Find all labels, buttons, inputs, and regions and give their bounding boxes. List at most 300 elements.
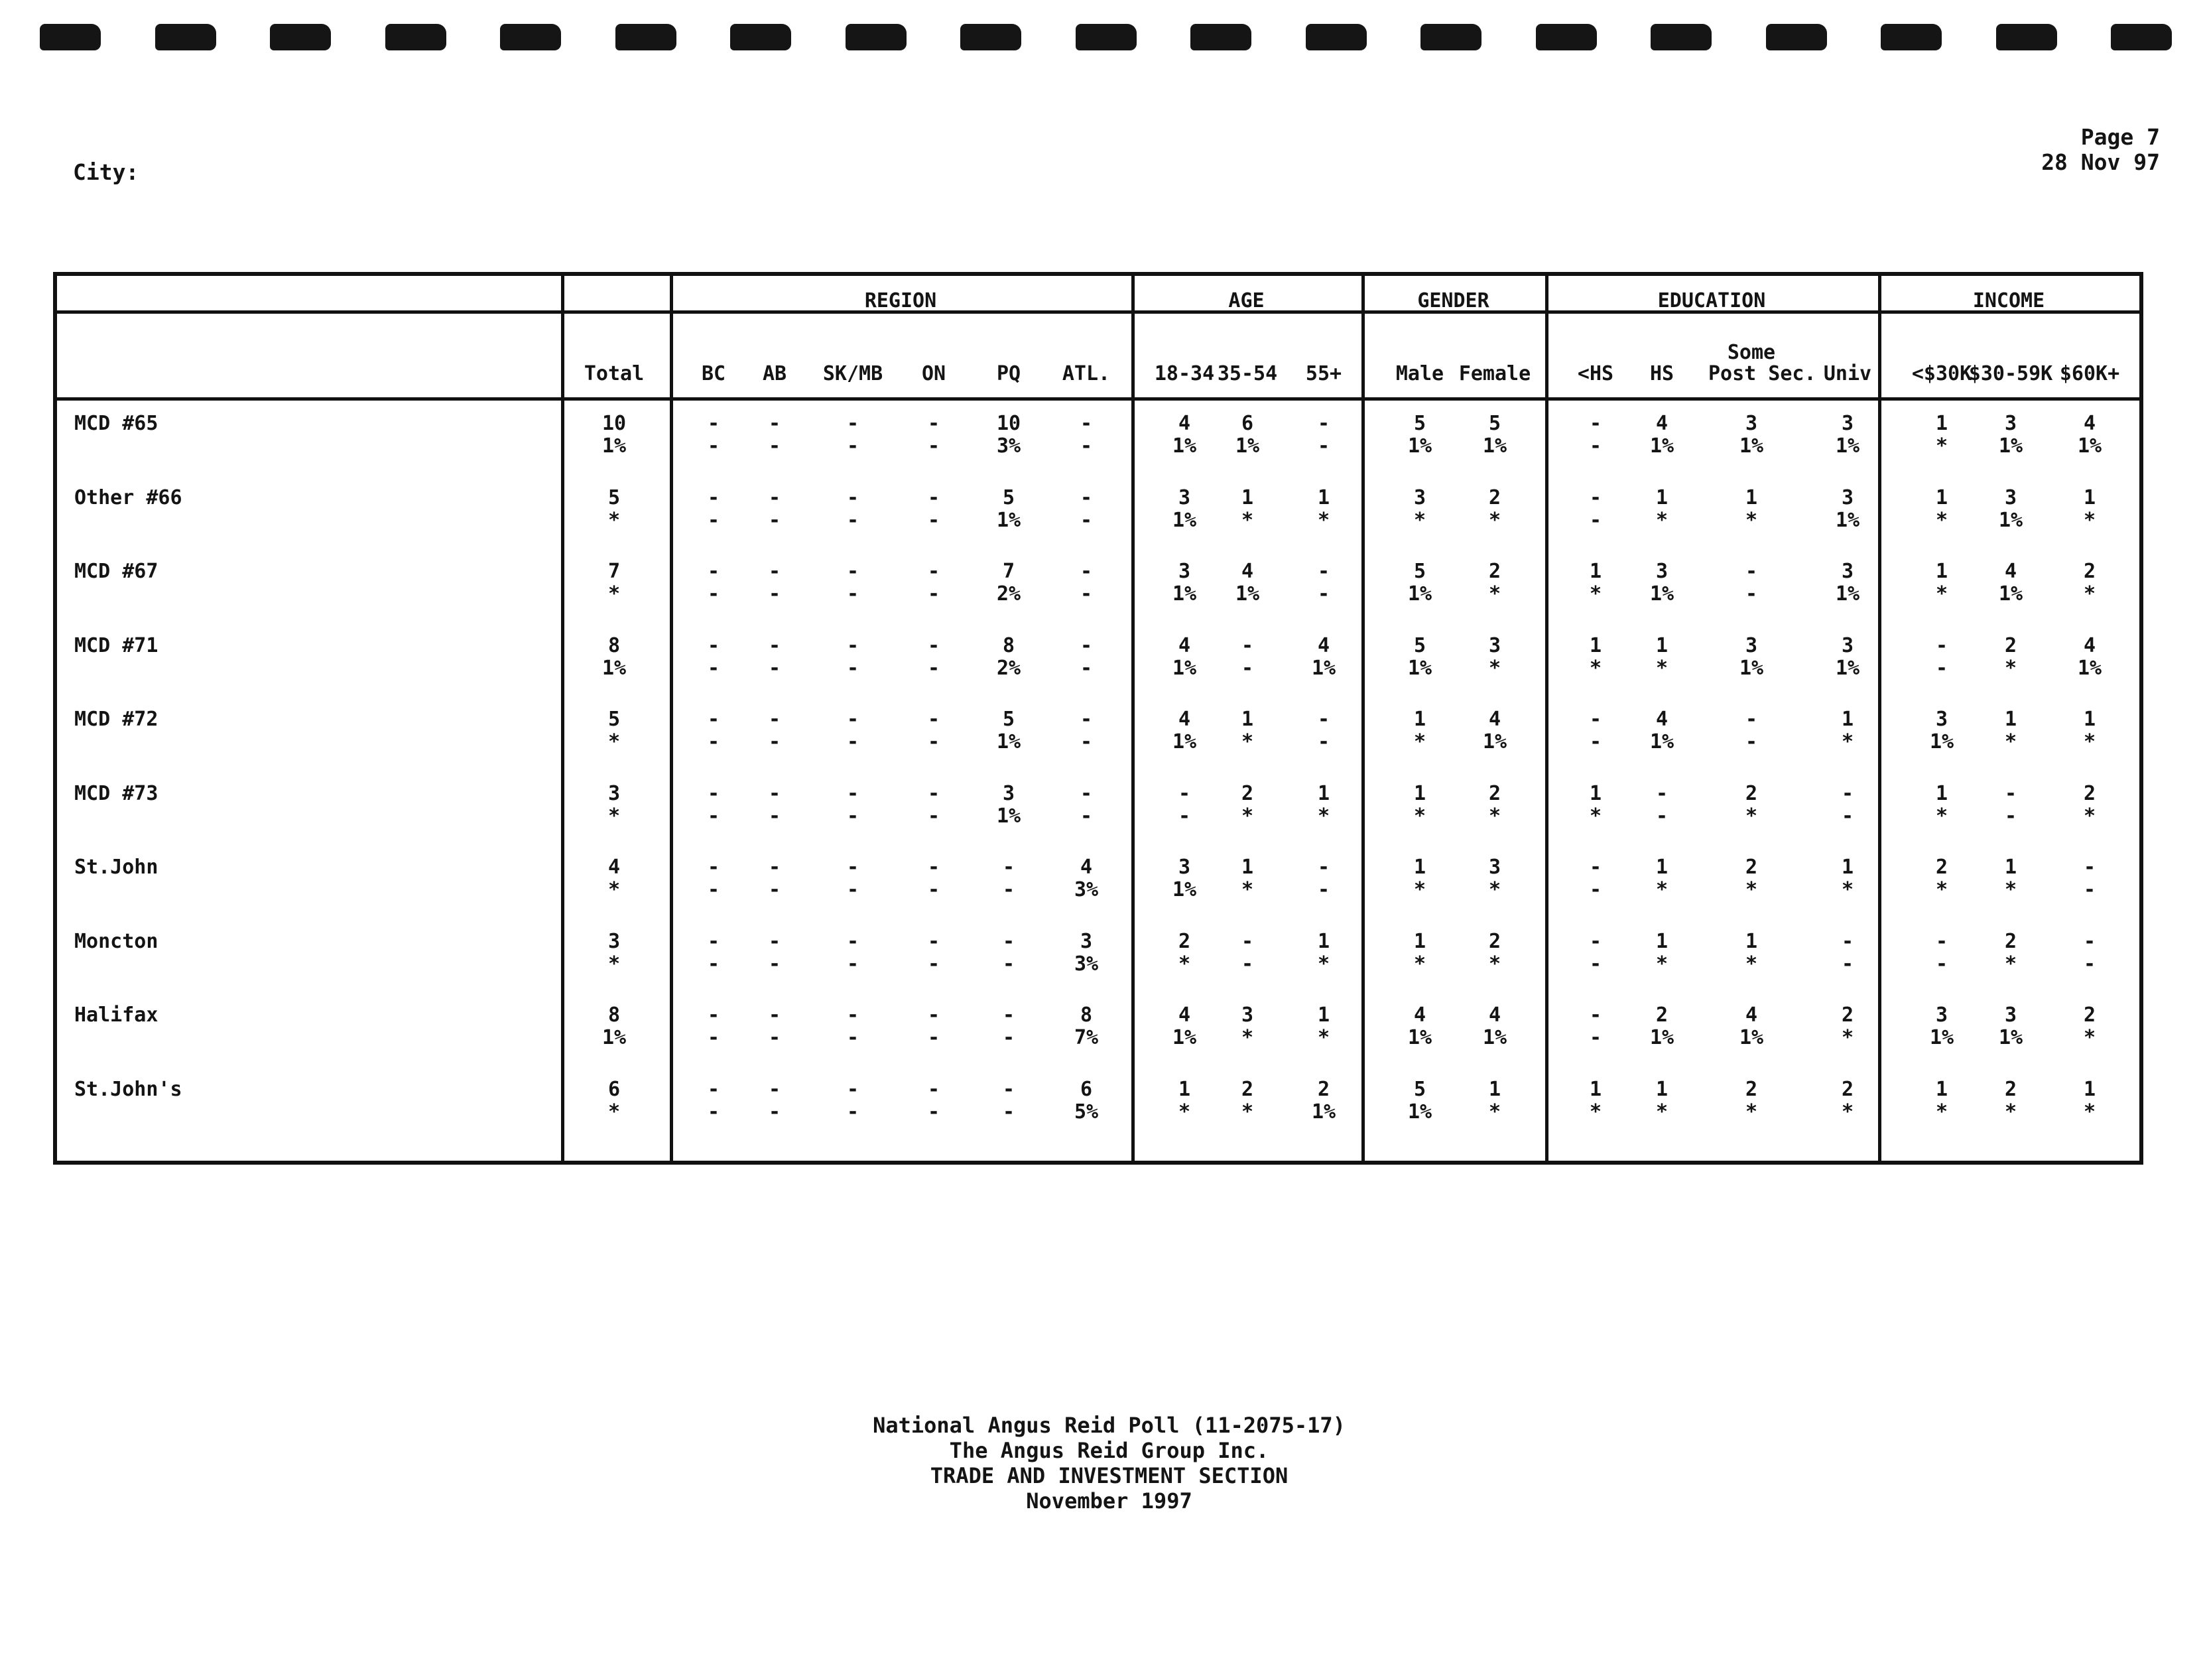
table-cell-count: 4 (1178, 633, 1191, 657)
table-cell-count: - (846, 929, 859, 953)
table-cell-percent: 1% (1311, 656, 1336, 680)
table-cell-count: 8 (1080, 1003, 1093, 1027)
col-age-35-54-header: 35-54 (1217, 362, 1278, 385)
table-cell-count: 1 (1655, 633, 1669, 657)
table-cell-count: 3 (1488, 856, 1501, 879)
table-cell-percent: - (927, 656, 940, 680)
table-cell-percent: 1% (1649, 1026, 1674, 1049)
table-cell-percent: - (1002, 1100, 1015, 1124)
table-cell-count: - (1080, 633, 1093, 657)
table-cell-count: 2 (1488, 929, 1501, 953)
table-cell-percent: 1% (1172, 730, 1197, 753)
col-age-55-plus-header: 55+ (1305, 362, 1342, 385)
table-cell-percent: * (607, 582, 621, 606)
col-income-high-header: $60K+ (2059, 362, 2120, 385)
table-cell-percent: 1% (1835, 434, 1860, 458)
table-cell-count: 3 (1413, 485, 1426, 509)
table-cell-count: 1 (2083, 708, 2096, 731)
table-cell-count: 2 (1241, 1077, 1254, 1101)
table-cell-percent: - (768, 434, 781, 458)
table-cell-percent: 1% (1407, 1026, 1432, 1049)
table-cell-percent: - (707, 804, 720, 828)
perforation-hole (846, 24, 907, 50)
perforation-hole (730, 24, 791, 50)
table-cell-count: 2 (2083, 560, 2096, 583)
table-cell-count: - (768, 412, 781, 435)
table-cell-percent: * (1241, 1100, 1254, 1124)
table-cell-count: 3 (607, 781, 621, 805)
table-cell-percent: * (1935, 1100, 1948, 1124)
group-income-header: INCOME (1972, 289, 2045, 312)
table-cell-count: 5 (607, 708, 621, 731)
table-cell-percent: - (768, 730, 781, 753)
table-cell-percent: - (1080, 656, 1093, 680)
perforation-hole (500, 24, 561, 50)
table-cell-count: - (927, 560, 940, 583)
perforation-hole (155, 24, 216, 50)
table-cell-count: 2 (2004, 929, 2017, 953)
table-cell-count: 4 (607, 856, 621, 879)
table-cell-count: 1 (2004, 708, 2017, 731)
table-cell-percent: 1% (1835, 508, 1860, 532)
table-cell-percent: * (1488, 582, 1501, 606)
table-cell-percent: * (607, 878, 621, 901)
table-cell-percent: * (1413, 878, 1426, 901)
table-cell-percent: 1% (1835, 582, 1860, 606)
table-cell-count: - (1080, 560, 1093, 583)
perforation-hole (1996, 24, 2057, 50)
table-cell-count: 4 (1241, 560, 1254, 583)
table-cell-percent: - (846, 730, 859, 753)
table-cell-percent: * (1841, 730, 1854, 753)
table-cell-count: - (1002, 856, 1015, 879)
table-cell-count: 1 (1317, 485, 1330, 509)
table-cell-percent: - (1841, 804, 1854, 828)
table-cell-percent: * (607, 730, 621, 753)
footer-date: November 1997 (1026, 1488, 1192, 1514)
table-cell-percent: * (2083, 804, 2096, 828)
table-cell-count: - (1745, 708, 1758, 731)
table-cell-count: 3 (2004, 485, 2017, 509)
table-cell-count: - (1841, 781, 1854, 805)
table-cell-count: 2 (1841, 1077, 1854, 1101)
table-cell-percent: - (1317, 730, 1330, 753)
table-cell-count: 4 (1488, 708, 1501, 731)
table-cell-count: 5 (1002, 708, 1015, 731)
col-pq-header: PQ (996, 362, 1021, 385)
table-cell-percent: - (1080, 508, 1093, 532)
table-cell-count: - (846, 412, 859, 435)
table-cell-percent: - (927, 582, 940, 606)
table-cell-percent: 1% (1482, 1026, 1507, 1049)
table-cell-count: 1 (1241, 856, 1254, 879)
table-cell-percent: * (1178, 1100, 1191, 1124)
table-cell-count: 4 (1655, 708, 1669, 731)
table-cell-percent: - (768, 508, 781, 532)
table-row-label: MCD #71 (74, 633, 158, 657)
table-cell-percent: - (1002, 952, 1015, 976)
table-cell-percent: * (1241, 1026, 1254, 1049)
table-cell-percent: * (1488, 656, 1501, 680)
table-cell-count: 1 (1841, 856, 1854, 879)
col-female-header: Female (1458, 362, 1531, 385)
table-cell-count: 1 (1589, 633, 1602, 657)
table-cell-percent: * (1841, 878, 1854, 901)
table-cell-count: 2 (1317, 1077, 1330, 1101)
tractor-feed-perforations (40, 24, 2175, 57)
table-cell-percent: * (1488, 508, 1501, 532)
table-cell-count: 4 (1745, 1003, 1758, 1027)
table-cell-percent: * (2083, 1026, 2096, 1049)
table-cell-percent: * (1317, 1026, 1330, 1049)
table-cell-count: 3 (1655, 560, 1669, 583)
table-cell-percent: - (1317, 434, 1330, 458)
table-cell-count: 3 (1080, 929, 1093, 953)
table-cell-count: 1 (1178, 1077, 1191, 1101)
table-cell-count: 4 (1413, 1003, 1426, 1027)
footer-section: TRADE AND INVESTMENT SECTION (930, 1463, 1289, 1488)
col-income-mid-header: $30-59K (1968, 362, 2053, 385)
table-cell-count: - (846, 1077, 859, 1101)
table-cell-count: 3 (1745, 633, 1758, 657)
table-cell-count: 2 (1745, 781, 1758, 805)
col-on-header: ON (921, 362, 946, 385)
table-cell-percent: - (707, 582, 720, 606)
table-cell-count: - (1080, 485, 1093, 509)
table-cell-count: 4 (1178, 412, 1191, 435)
col-age-18-34-header: 18-34 (1154, 362, 1215, 385)
table-cell-percent: 2% (996, 656, 1021, 680)
table-cell-count: - (707, 929, 720, 953)
table-cell-percent: * (607, 804, 621, 828)
table-cell-count: - (768, 856, 781, 879)
table-cell-percent: - (1935, 656, 1948, 680)
table-cell-count: - (1655, 781, 1669, 805)
table-cell-percent: 1% (1172, 878, 1197, 901)
table-cell-percent: * (1488, 804, 1501, 828)
table-cell-count: - (927, 781, 940, 805)
table-cell-percent: * (1413, 804, 1426, 828)
table-cell-percent: - (768, 1100, 781, 1124)
table-cell-count: 1 (1935, 1077, 1948, 1101)
city-label: City: (73, 159, 139, 185)
table-cell-percent: * (1935, 582, 1948, 606)
table-cell-count: 3 (1841, 560, 1854, 583)
table-cell-count: - (707, 781, 720, 805)
table-cell-percent: * (2083, 582, 2096, 606)
table-cell-count: - (846, 708, 859, 731)
table-cell-percent: - (1241, 952, 1254, 976)
table-cell-percent: - (1935, 952, 1948, 976)
table-cell-count: 3 (1002, 781, 1015, 805)
table-cell-count: - (1002, 1003, 1015, 1027)
table-cell-percent: * (1317, 804, 1330, 828)
table-cell-count: 2 (1178, 929, 1191, 953)
table-row-label: Moncton (74, 929, 158, 953)
col-male-header: Male (1395, 362, 1444, 385)
table-cell-count: 5 (1413, 412, 1426, 435)
table-cell-count: 6 (607, 1077, 621, 1101)
table-cell-count: 2 (2004, 633, 2017, 657)
perforation-hole (1651, 24, 1712, 50)
table-row-label: MCD #72 (74, 708, 158, 731)
report-footer (0, 1413, 2205, 1514)
table-cell-percent: 1% (1739, 434, 1764, 458)
col-bc-header: BC (701, 362, 726, 385)
table-cell-count: 1 (1841, 708, 1854, 731)
table-cell-count: 1 (1935, 781, 1948, 805)
table-cell-percent: - (1002, 878, 1015, 901)
table-cell-percent: - (1589, 1026, 1602, 1049)
table-cell-percent: 1% (1739, 1026, 1764, 1049)
col-post-sec-header: Post Sec. (1708, 362, 1816, 385)
table-cell-count: 5 (1488, 412, 1501, 435)
table-cell-count: 1 (1745, 485, 1758, 509)
table-cell-percent: - (768, 804, 781, 828)
table-cell-count: 4 (2083, 633, 2096, 657)
table-cell-percent: - (846, 952, 859, 976)
table-cell-count: - (927, 856, 940, 879)
table-cell-count: 2 (2083, 1003, 2096, 1027)
table-cell-count: 1 (1413, 856, 1426, 879)
perforation-hole (1881, 24, 1942, 50)
table-cell-percent: - (1080, 434, 1093, 458)
table-cell-count: - (927, 708, 940, 731)
table-cell-percent: - (707, 1026, 720, 1049)
crosstab-table (53, 272, 2143, 1165)
table-cell-count: 2 (1745, 1077, 1758, 1101)
table-cell-percent: * (1655, 656, 1669, 680)
table-cell-count: - (1317, 412, 1330, 435)
col-sk-mb-header: SK/MB (822, 362, 883, 385)
table-cell-percent: 1% (996, 730, 1021, 753)
table-cell-count: 4 (1317, 633, 1330, 657)
table-cell-percent: * (2083, 730, 2096, 753)
table-cell-count: 2 (2004, 1077, 2017, 1101)
table-cell-percent: - (768, 1026, 781, 1049)
table-row-label: Halifax (74, 1003, 158, 1027)
table-cell-count: 3 (1178, 560, 1191, 583)
table-cell-count: 3 (2004, 1003, 2017, 1027)
table-cell-count: 3 (2004, 412, 2017, 435)
table-cell-percent: * (1655, 1100, 1669, 1124)
table-cell-percent: * (1655, 878, 1669, 901)
table-cell-count: 5 (1413, 633, 1426, 657)
table-cell-percent: 1% (1482, 730, 1507, 753)
table-cell-percent: * (1413, 730, 1426, 753)
table-cell-count: 5 (1413, 1077, 1426, 1101)
table-cell-count: 3 (1841, 633, 1854, 657)
table-cell-percent: - (1241, 656, 1254, 680)
table-row-label: St.John (74, 856, 158, 879)
table-cell-count: - (846, 485, 859, 509)
table-cell-count: - (707, 856, 720, 879)
table-cell-percent: - (1589, 878, 1602, 901)
table-cell-count: - (707, 560, 720, 583)
table-cell-percent: 1% (1998, 582, 2023, 606)
table-cell-count: - (1178, 781, 1191, 805)
table-cell-count: 1 (2083, 1077, 2096, 1101)
table-cell-count: 1 (1317, 929, 1330, 953)
table-cell-count: - (927, 412, 940, 435)
table-cell-percent: 1% (1172, 1026, 1197, 1049)
table-cell-count: 2 (1935, 856, 1948, 879)
table-cell-count: 1 (1655, 1077, 1669, 1101)
table-cell-percent: - (1589, 434, 1602, 458)
table-cell-percent: - (846, 582, 859, 606)
table-cell-count: 2 (1745, 856, 1758, 879)
table-cell-count: 4 (2004, 560, 2017, 583)
table-cell-percent: - (707, 878, 720, 901)
table-cell-percent: - (846, 656, 859, 680)
table-cell-count: 1 (1655, 929, 1669, 953)
table-cell-count: 1 (1745, 929, 1758, 953)
table-cell-count: 8 (1002, 633, 1015, 657)
table-cell-count: - (1589, 929, 1602, 953)
table-cell-percent: - (1589, 952, 1602, 976)
table-cell-percent: * (1488, 878, 1501, 901)
table-cell-count: - (707, 1003, 720, 1027)
table-cell-percent: 1% (1649, 434, 1674, 458)
table-cell-percent: 1% (1407, 656, 1432, 680)
table-cell-count: 3 (1935, 708, 1948, 731)
table-cell-percent: 1% (601, 1026, 627, 1049)
table-cell-percent: - (846, 1026, 859, 1049)
table-cell-percent: - (707, 730, 720, 753)
table-cell-percent: - (707, 1100, 720, 1124)
table-cell-percent: - (1080, 582, 1093, 606)
table-cell-count: 8 (607, 1003, 621, 1027)
perforation-hole (615, 24, 676, 50)
table-cell-percent: * (1841, 1100, 1854, 1124)
col-hs-header: HS (1649, 362, 1674, 385)
table-cell-percent: 1% (1172, 656, 1197, 680)
table-cell-count: 1 (1589, 781, 1602, 805)
table-cell-count: 1 (1655, 856, 1669, 879)
table-cell-count: - (2004, 781, 2017, 805)
table-cell-percent: * (1745, 804, 1758, 828)
table-cell-count: - (927, 929, 940, 953)
table-cell-percent: - (1080, 804, 1093, 828)
table-cell-count: - (1002, 929, 1015, 953)
table-cell-percent: 1% (1649, 730, 1674, 753)
table-cell-percent: - (768, 582, 781, 606)
table-cell-count: - (707, 708, 720, 731)
header-bottom-rule (57, 397, 2139, 401)
table-cell-percent: * (1413, 952, 1426, 976)
table-cell-percent: * (1241, 508, 1254, 532)
table-cell-percent: * (2004, 730, 2017, 753)
table-cell-count: 1 (1655, 485, 1669, 509)
table-cell-percent: 1% (1235, 582, 1260, 606)
table-cell-count: - (846, 781, 859, 805)
table-cell-count: 4 (1178, 708, 1191, 731)
footer-company: The Angus Reid Group Inc. (949, 1438, 1269, 1463)
table-cell-count: - (707, 1077, 720, 1101)
table-cell-percent: * (2004, 878, 2017, 901)
table-cell-count: 6 (1241, 412, 1254, 435)
table-cell-percent: * (1655, 952, 1669, 976)
table-cell-percent: - (1655, 804, 1669, 828)
perforation-hole (1420, 24, 1481, 50)
table-cell-count: 6 (1080, 1077, 1093, 1101)
table-cell-count: 4 (1488, 1003, 1501, 1027)
table-cell-percent: - (707, 952, 720, 976)
table-cell-count: 3 (1178, 485, 1191, 509)
table-cell-percent: * (1745, 508, 1758, 532)
column-divider (561, 276, 564, 1161)
table-cell-count: - (707, 485, 720, 509)
table-cell-count: 7 (1002, 560, 1015, 583)
table-cell-count: - (1080, 781, 1093, 805)
table-cell-percent: 1% (1998, 434, 2023, 458)
table-cell-percent: - (846, 1100, 859, 1124)
footer-poll-name: National Angus Reid Poll (11-2075-17) (873, 1413, 1346, 1438)
table-cell-count: - (1745, 560, 1758, 583)
table-cell-count: - (927, 633, 940, 657)
table-cell-percent: 3% (1074, 952, 1099, 976)
table-cell-percent: * (1413, 508, 1426, 532)
table-cell-count: - (846, 1003, 859, 1027)
table-cell-percent: * (1745, 952, 1758, 976)
table-cell-percent: - (927, 434, 940, 458)
table-cell-count: - (846, 560, 859, 583)
table-cell-count: - (927, 485, 940, 509)
table-cell-percent: * (1241, 730, 1254, 753)
table-cell-percent: - (927, 878, 940, 901)
table-cell-percent: * (1745, 878, 1758, 901)
table-cell-count: 1 (2004, 856, 2017, 879)
perforation-hole (270, 24, 331, 50)
table-cell-percent: 1% (996, 804, 1021, 828)
table-cell-percent: - (2083, 878, 2096, 901)
table-cell-count: - (1841, 929, 1854, 953)
table-cell-percent: * (2004, 656, 2017, 680)
table-cell-count: - (1317, 856, 1330, 879)
table-cell-percent: - (1178, 804, 1191, 828)
table-cell-percent: 1% (1998, 508, 2023, 532)
table-row-label: MCD #73 (74, 781, 158, 805)
table-cell-count: - (1589, 1003, 1602, 1027)
table-row-label: MCD #67 (74, 560, 158, 583)
table-cell-percent: 1% (1482, 434, 1507, 458)
table-cell-percent: - (927, 508, 940, 532)
table-cell-percent: - (2083, 952, 2096, 976)
table-cell-count: 1 (1589, 1077, 1602, 1101)
table-cell-percent: * (2004, 952, 2017, 976)
table-cell-percent: 1% (1739, 656, 1764, 680)
table-cell-percent: - (927, 804, 940, 828)
table-cell-count: - (1080, 412, 1093, 435)
table-cell-count: - (2083, 929, 2096, 953)
group-gender-header: GENDER (1417, 289, 1489, 312)
table-cell-count: - (768, 485, 781, 509)
table-cell-count: 2 (1488, 781, 1501, 805)
table-cell-count: 3 (1935, 1003, 1948, 1027)
col-income-low-header: <$30K (1911, 362, 1972, 385)
table-cell-percent: - (768, 952, 781, 976)
table-cell-count: 4 (1655, 412, 1669, 435)
table-cell-count: 1 (1317, 1003, 1330, 1027)
table-cell-percent: * (1935, 434, 1948, 458)
table-cell-count: - (1589, 708, 1602, 731)
table-cell-percent: 1% (1172, 508, 1197, 532)
table-cell-count: 1 (1413, 929, 1426, 953)
table-cell-percent: * (1935, 878, 1948, 901)
table-cell-count: 5 (1413, 560, 1426, 583)
table-cell-percent: 1% (1998, 1026, 2023, 1049)
table-cell-count: 1 (1413, 781, 1426, 805)
